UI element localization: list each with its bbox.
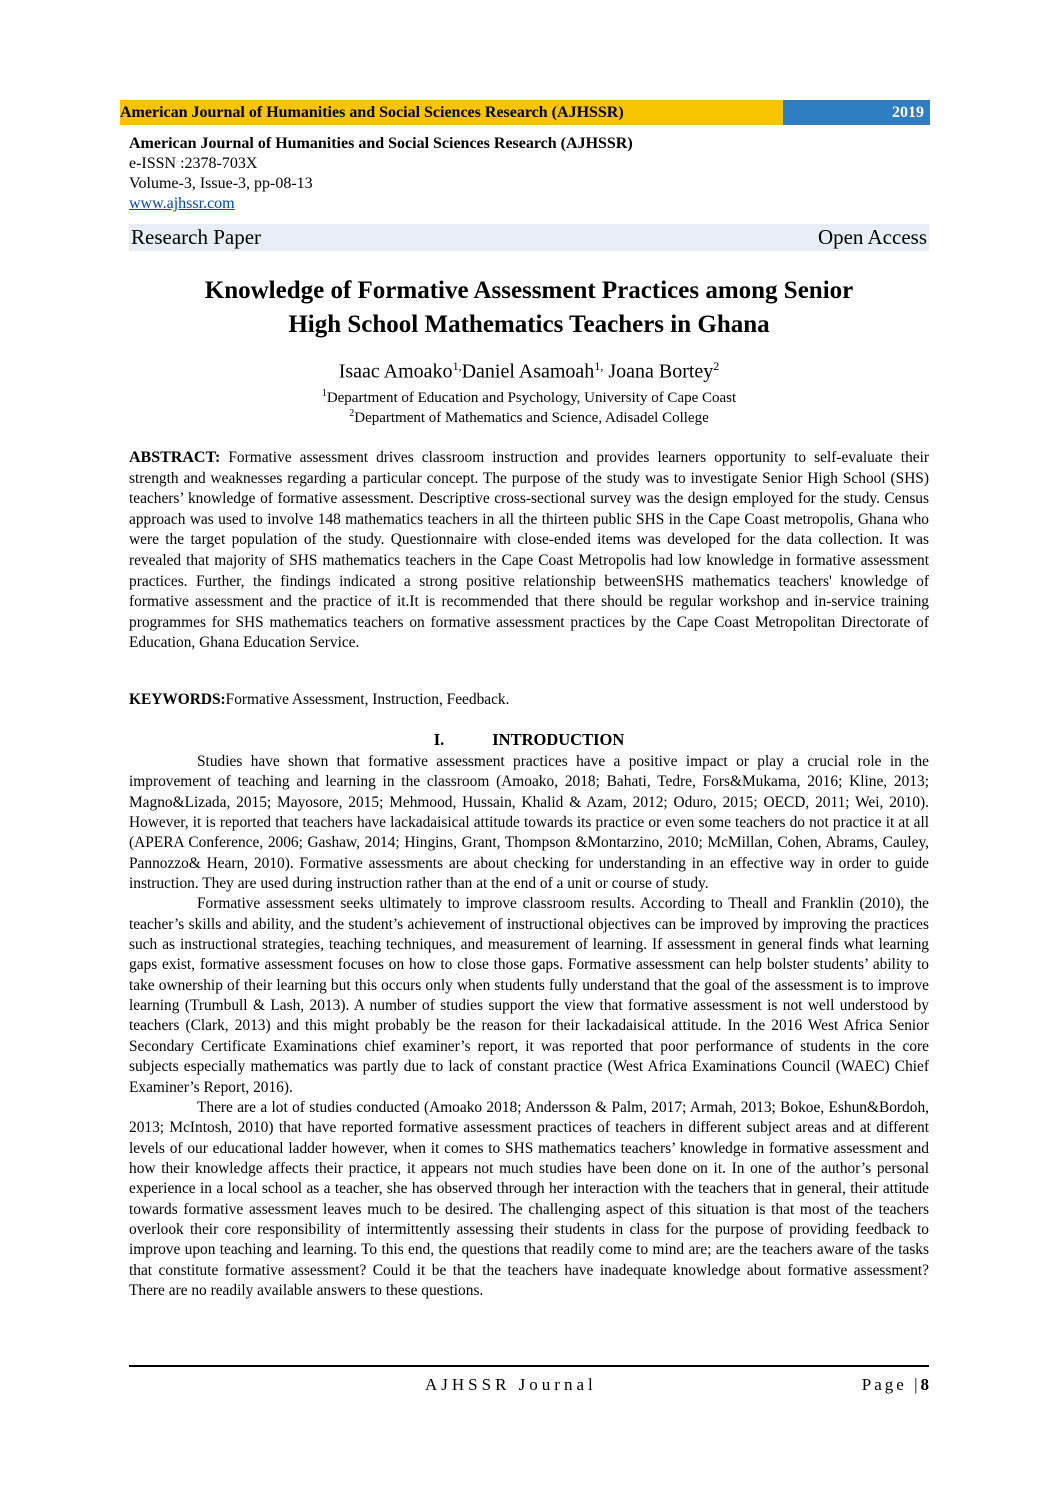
- footer-page: [862, 1374, 929, 1396]
- running-header-year: 2019: [783, 100, 930, 125]
- paper-title: [129, 274, 929, 342]
- page-label: Page |: [861, 1375, 921, 1394]
- author-affiliation-mark: 1,: [594, 359, 604, 373]
- running-header: [120, 100, 930, 125]
- paragraph: There are a lot of studies conducted (Amoako 2018; Andersson & Palm, 2017; Armah, 2013; Bokoe, Eshun&Bordoh, 2013; McIntosh, 2010) that have reported formative assessment practices of teachers in different subject areas and at different levels of our educational ladder however, when it comes to SHS mathematics teachers’ knowledge in formative assessment and how their knowledge affects their practice, it appears not much studies have been done on it. In one of the author’s personal experience in a local school as a teacher, she has observed through her interaction with the teachers that in general, their attitude towards formative assessment leaves much to be desired. The challenging aspect of this situation is that most of the teachers overlook their core responsibility of intermittently assessing their students in class for the purpose of providing feedback to improve upon teaching and learning. To this end, the questions that readily come to mind are; are the teachers aware of the tasks that constitute formative assessment? Could it be that the teachers have inadequate knowledge about formative assessment? There are no readily available answers to these questions.: [129, 1098, 929, 1299]
- paragraph: Studies have shown that formative assessment practices have a positive impact or play a crucial role in the improvement of teaching and learning in the classroom (Amoako, 2018; Bahati, Tedre, Fors&Mukama, 2016; Kline, 2013; Magno&Lizada, 2015; Mayosore, 2015; Mehmood, Hussain, Khalid & Azam, 2012; Oduro, 2015; OECD, 2011; Wei, 2010). However, it is reported that teachers have lackadaisical attitude towards its practice or even some teachers do not practice it at all (APERA Conference, 2006; Gashaw, 2014; Hingins, Grant, Thompson &Montarzino, 2010; McMillan, Cohen, Abrams, Cauley, Pannozzo& Hearn, 2010). Formative assessments are about checking for understanding in an effective way in order to guide instruction. They are used during instruction rather than at the end of a unit or course of study.: [129, 753, 929, 893]
- footer-rule: [129, 1365, 929, 1367]
- body-text: [129, 752, 929, 1301]
- open-access-label: Open Access: [817, 225, 927, 249]
- keywords-text: Formative Assessment, Instruction, Feedback.: [225, 691, 510, 708]
- journal-info: [129, 134, 633, 214]
- journal-volume: Volume-3, Issue-3, pp-08-13: [129, 175, 313, 192]
- author-affiliation-mark: 2: [713, 359, 720, 373]
- running-header-journal: American Journal of Humanities and Social Sciences Research (AJHSSR): [120, 100, 783, 125]
- author-affiliation-mark: 1,: [452, 359, 462, 373]
- article-type-label: Research Paper: [131, 225, 262, 249]
- journal-title: American Journal of Humanities and Social Sciences Research (AJHSSR): [129, 135, 633, 152]
- affiliation-text: Department of Education and Psychology, University of Cape Coast: [326, 390, 737, 406]
- affiliation-mark: 2: [349, 408, 355, 419]
- page-footer: [129, 1374, 929, 1396]
- page-number: 8: [920, 1375, 929, 1394]
- footer-journal: AJHSSR Journal: [425, 1375, 597, 1394]
- journal-issn: e-ISSN :2378-703X: [129, 155, 258, 172]
- abstract-label: ABSTRACT:: [129, 449, 221, 466]
- abstract-text: Formative assessment drives classroom instruction and provides learners opportunity to self-evaluate their strength and weaknesses regarding a particular concept. The purpose of the study was to investigate Senior High School (SHS) teachers’ knowledge of formative assessment. Descriptive cross-sectional survey was the design employed for the study. Census approach was used to involve 148 mathematics teachers in all the thirteen public SHS in the Cape Coast metropolis, Ghana who were the target population of the study. Questionnaire with close-ended items was developed for the data collection. It was revealed that majority of SHS mathematics teachers in the Cape Coast Metropolis had low knowledge in formative assessment practices. Further, the findings indicated a strong positive relationship betweenSHS mathematics teachers' knowledge of formative assessment and the practice of it.It is recommended that there should be regular workshop and in-service training programmes for SHS mathematics teachers on formative assessment practices by the Cape Coast Metropolitan Directorate of Education, Ghana Education Service.: [129, 449, 929, 652]
- section-title: INTRODUCTION: [492, 730, 625, 749]
- affiliation-2: [129, 404, 929, 428]
- section-number: I.: [433, 730, 445, 749]
- affiliation-text: Department of Mathematics and Science, Adisadel College: [354, 410, 709, 426]
- paper-title-line-2: High School Mathematics Teachers in Ghana: [288, 311, 770, 338]
- article-type-bar: [129, 224, 929, 251]
- paper-title-line-1: Knowledge of Formative Assessment Practices among Senior: [204, 277, 854, 304]
- affiliation-mark: 1: [321, 388, 327, 399]
- paragraph: Formative assessment seeks ultimately to improve classroom results. According to Theall and Franklin (2010), the teacher’s skills and ability, and the student’s achievement of instructional objectives can be improved by improving the practices such as instructional strategies, teaching techniques, and measurement of learning. If assessment in general finds what learning gaps exist, formative assessment focuses on how to close those gaps. Formative assessment can help bolster students’ ability to take ownership of their learning but this occurs only when students fully understand that the goal of the assessment is to improve learning (Trumbull & Lash, 2013). A number of studies support the view that formative assessment is not well understood by teachers (Clark, 2013) and this might probably be the reason for their lackadaisical attitude. In the 2016 West Africa Senior Secondary Certificate Examinations chief examiner’s report, it was reported that poor performance of students in the core subjects especially mathematics was partly due to lack of constant practice (West Africa Examinations Council (WAEC) Chief Examiner’s Report, 2016).: [129, 895, 929, 1096]
- section-heading-introduction: [129, 730, 929, 750]
- keywords: [129, 690, 929, 710]
- author-name: Isaac Amoako: [338, 360, 453, 383]
- author-name: Daniel Asamoah: [461, 360, 595, 383]
- keywords-label: KEYWORDS:: [129, 691, 226, 708]
- author-name: Joana Bortey: [603, 360, 714, 383]
- author-list: [129, 352, 929, 386]
- abstract: [129, 448, 929, 654]
- journal-url-link[interactable]: www.ajhssr.com: [129, 195, 235, 212]
